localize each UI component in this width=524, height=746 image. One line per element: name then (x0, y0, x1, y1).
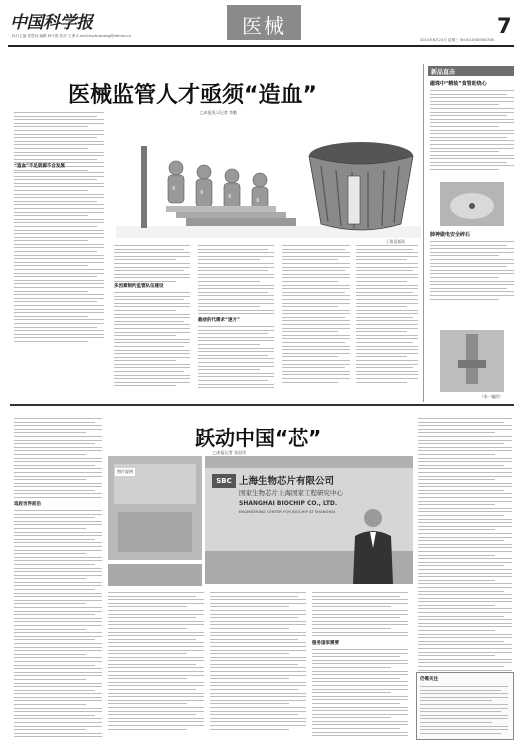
article1-col2 (114, 245, 190, 285)
article1-byline: □本报见习记者 李勤 (200, 110, 238, 115)
sbc-logo: SBC (212, 474, 236, 488)
sidebar-item2-body (430, 241, 514, 302)
sidebar-item2-title: 肺神做电安全碎石 (430, 232, 471, 238)
article2-subhead-1: 追赶世界前沿 (14, 502, 41, 507)
article1-col5 (356, 245, 418, 385)
cartoon-illustration (116, 126, 421, 238)
section-name: 医械 (242, 14, 286, 38)
article2-photo-group (108, 564, 202, 586)
article2-note-body (420, 686, 508, 736)
article2-subhead-2: 服务国家需要 (312, 641, 339, 646)
sidebar-item1-title: 磁珠中“精装”食管助烧心 (430, 81, 487, 87)
article2-col2 (108, 592, 204, 732)
sign-cn2: 国家生物芯片上海国家工程研究中心 (239, 489, 343, 497)
svg-text:X: X (256, 198, 260, 204)
sign-en2: ENGINEERING CENTER FOR BIOCHIP AT SHANGHAI (239, 509, 336, 514)
article1-col1-cont (14, 172, 104, 345)
article1-subhead-2: 多因素制约监管队伍建设 (114, 284, 164, 289)
sidebar-photo-caption: （来一幅图） (480, 394, 503, 399)
sidebar-header-label: 新品直击 (431, 69, 456, 76)
article1-col2-cont (114, 292, 190, 389)
sidebar-photo-device (440, 330, 504, 392)
sign-en: SHANGHAI BIOCHIP CO., LTD. (239, 500, 338, 507)
svg-text:X: X (228, 194, 232, 200)
svg-text:X: X (172, 186, 176, 192)
newspaper-logo: 中国科学报 (10, 13, 93, 33)
sidebar-item1-body (430, 90, 514, 173)
sign-cn: 上海生物芯片有限公司 (239, 476, 335, 487)
article1-col3-cont (198, 326, 274, 391)
article1-headline: 医械监管人才亟须“造血” (68, 83, 317, 108)
masthead-rule (8, 45, 514, 47)
page-number: 7 (497, 14, 512, 38)
article1-subhead-1: “造血”不足资源不合发展 (14, 164, 65, 169)
section-divider (10, 404, 514, 406)
article2-col3 (210, 592, 306, 732)
cartoon-caption: 王维嘉插画 (386, 239, 405, 244)
sidebar-photo-capsule (440, 182, 504, 226)
article2-col1-cont (14, 510, 102, 740)
sidebar-divider (423, 64, 424, 402)
article1-subhead-3: 截症的代需求“速方” (198, 318, 240, 323)
article2-photo-caption: 图片说明 (117, 469, 133, 474)
masthead-date: 2014年6月23日 星期三 Tel:(010)62580706 (420, 38, 494, 42)
article2-col1 (14, 418, 102, 501)
article2-col4-cont (312, 649, 408, 739)
article1-col4 (282, 245, 350, 385)
svg-text:X: X (200, 190, 204, 196)
article2-headline: 跃动中国“芯” (195, 426, 322, 450)
masthead (0, 0, 524, 46)
article2-photo-building (205, 456, 413, 584)
article2-subhead-3: 仍需关注 (420, 677, 438, 682)
article2-byline: □本报记者 张思玮 (213, 450, 247, 455)
article2-col4 (312, 592, 408, 639)
article1-col3 (198, 245, 274, 317)
masthead-meta: 执行主编 张思玮 编辑 韩天琪 校对 王勇 E-mail:kuzhushang@stimes.cn (12, 34, 132, 38)
